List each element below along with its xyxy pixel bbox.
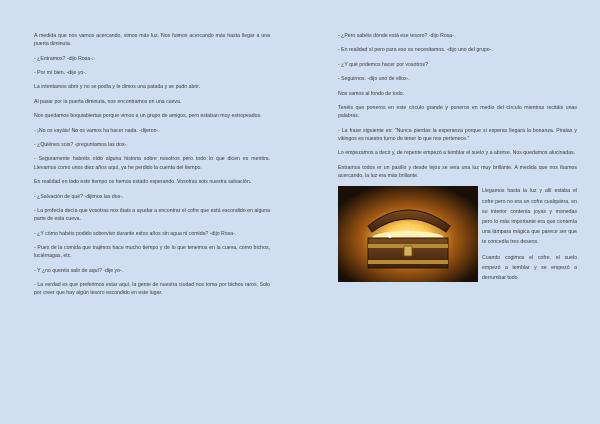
- paragraph: - ¿Entramos? -dijo Rosa-.: [34, 55, 94, 62]
- paragraph: - La profecía decía que vosotras nos ibais a ayudar a encontrar el cofre que está escondido en alguna parte de esta cueva.: [34, 207, 270, 223]
- paragraph: - La frase siguiente es: "Nunca pierdas la esperanza porque si esperas llegará la bonanza. Piratas y vikingos es nuestro turno de tener lo que nos pertenece.": [338, 127, 577, 142]
- paragraph: - Pues de la comida que trajimos hace mucho tiempo y de lo que tenemos en la cueva, como bichos, luciérnagas, etc.: [34, 244, 270, 260]
- paragraph: Entramos todos er un pasillo y desde lejos se veía una luz muy brillante. A medida que nos íbamos acercando, la luz era más brillante.: [338, 164, 577, 180]
- paragraph: En realidad en todo este tiempo os hemos estado esperando. Vosotras sois nuestra salvación.: [34, 179, 252, 186]
- paragraph: - En realidad sí pero para eso os necesitamos. -dijo uno del grupo-.: [338, 47, 493, 54]
- paragraph: - Seguirnos. -dijo uno de ellos-.: [338, 76, 410, 83]
- paragraph: Lo empezamos a decir y, de repente empezó a temblar el suelo y a abrirse. Nos quedamos alucinadas.: [338, 150, 576, 157]
- paragraph: - ¡No os vayáis! No os vamos ha hacer nada. -dijeron-.: [34, 127, 160, 134]
- paragraph: - Seguramente habréis oído alguna historia sobre nosotros pero todo lo que dicen es mentira. Llevamos como unos diez años aquí, ya he perdido la cuenta del tiempo.: [34, 156, 270, 171]
- paragraph: - ¿Pero sabéis dónde está ese tesoro? -dijo Rosa-.: [338, 33, 456, 39]
- paragraph: Llegamos hasta la luz y allí estaba el cofre pero no era un cofre cualquiera, en su interior contenía joyas y monedas pero lo más importante era que contenía una lámpara mágica que parece ser que te concedía tres deseos.: [482, 188, 577, 246]
- paragraph: Al pasar por la puerta diminuta, nos encontramos en una cueva.: [34, 98, 182, 105]
- paragraph: - ¿Y cómo habéis podido sobrevivir durante estos años sin agua ni comida? -dijo Rosa-.: [34, 230, 237, 237]
- paragraph: - La verdad es que preferimos estar aquí, la gente de nuestra ciudad nos toma por bichos raros. Solo por creer que hay algún tesoro escondido en este lugar.: [34, 282, 270, 297]
- paragraph: Tenéis que poneros en este círculo grande y poneros en medio del círculo mientras recitáis unas palabras.: [338, 104, 577, 120]
- paragraph: Cuando cogimos el cofre, el suelo empezó a temblar y se empezó a derrumbar todo.: [482, 254, 577, 282]
- paragraph: A medida que nos vamos acercando, vimos más luz. Nos fuimos acercando más hasta llegar a una puerta diminuta.: [34, 33, 270, 48]
- paragraph: - ¿Salvación de qué? -dijimos las dos-.: [34, 193, 124, 200]
- paragraph: - Por mí bien. -dije yo-.: [34, 70, 87, 77]
- paragraph: Nos quedamos boquiabiertas porque vimos a un grupo de amigos, pero estaban muy estropeados.: [34, 113, 262, 120]
- left-page-column: [34, 32, 270, 304]
- treasure-chest-illustration: [338, 186, 478, 282]
- paragraph: La intentamos abrir y no se podía y le dimos una patada y se pudo abrir.: [34, 84, 201, 91]
- paragraph: - ¿Y qué podemos hacer por vosotros?: [338, 61, 428, 68]
- right-page-column: [338, 32, 577, 288]
- paragraph: Nos vamos al fondo de todo.: [338, 90, 405, 97]
- paragraph: - Y ¿no queréis salir de aquí? -dije yo-.: [34, 267, 124, 274]
- paragraph: - ¿Quiénes sois? -preguntamos las dos-.: [34, 142, 128, 149]
- image-wrap-section: [338, 186, 577, 283]
- treasure-chest-image: [338, 186, 478, 282]
